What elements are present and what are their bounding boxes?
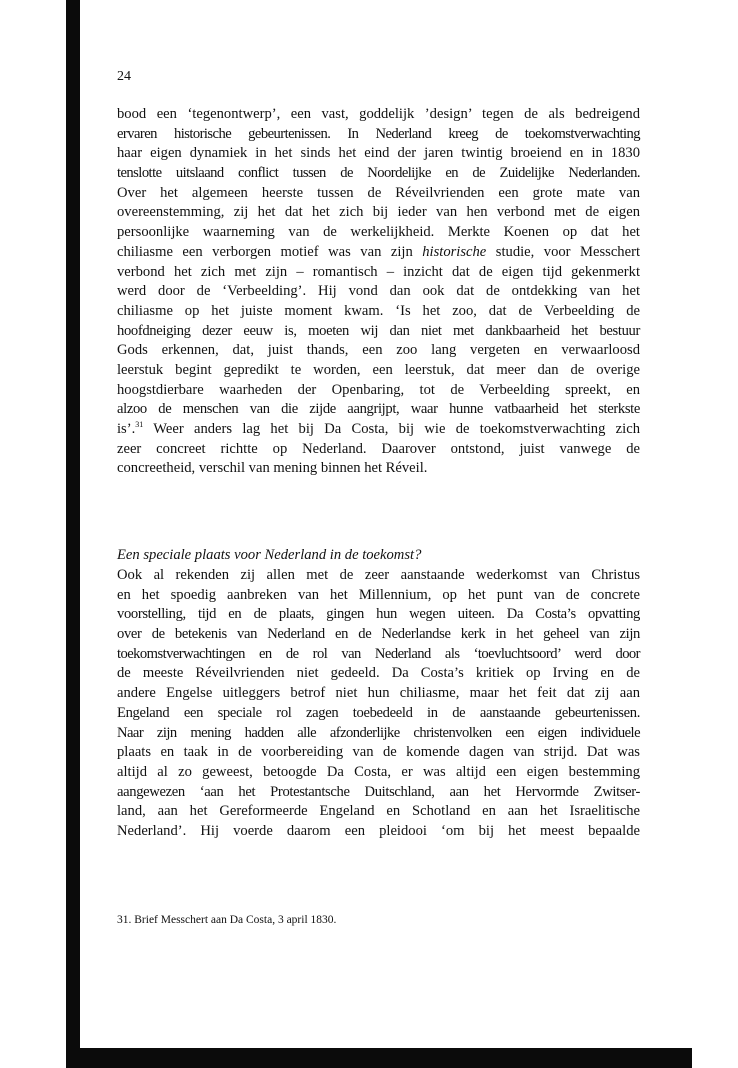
text-line: verbond het zich met zijn – romantisch – inzicht dat de eigen tijd gekenmerkt xyxy=(117,263,640,280)
text-segment: chiliasme een verborgen motief was van zijn xyxy=(117,243,423,260)
text-line: toekomstverwachtingen en de rol van Nederland als ‘toevluchtsoord’ werd door xyxy=(117,645,640,662)
text-line: alzoo de menschen van die zijde aangrijpt, waar hunne vatbaarheid het sterkste xyxy=(117,401,640,418)
text-line: werd door de ‘Verbeelding’. Hij vond dan ook dat de ontdekking van het xyxy=(117,283,640,300)
text-line: Ook al rekenden zij allen met de zeer aanstaande wederkomst van Christus xyxy=(117,567,640,583)
text-line: overeenstemming, zij het dat het zich bij ieder van hen verbond met de eigen xyxy=(117,204,640,221)
text-line: hoogstdierbare waarheden der Openbaring, tot de Verbeelding spreekt, en xyxy=(117,381,640,398)
text-line: de meeste Réveilvrienden niet gedeeld. Da Costa’s kritiek op Irving en de xyxy=(117,665,640,682)
text-line: haar eigen dynamiek in het sinds het eind der jaren twintig broeiend en in 1830 xyxy=(117,145,640,162)
scan-edge-left xyxy=(66,0,80,1068)
text-line: Over het algemeen heerste tussen de Réveilvrienden een grote mate van xyxy=(117,184,640,201)
text-line: concreetheid, verschil van mening binnen het Réveil. xyxy=(117,460,428,477)
text-line: aangewezen ‘aan het Protestantsche Duitschland, aan het Hervormde Zwitser- xyxy=(117,783,640,800)
text-line: bood een ‘tegenontwerp’, een vast, goddelijk ’design’ tegen de als bedreigend xyxy=(117,106,640,122)
text-line: zeer concreet richtte op Nederland. Daarover ontstond, juist vanwege de xyxy=(117,440,640,457)
footnote-marker: 31 xyxy=(135,420,144,429)
emphasis-text: historische xyxy=(422,243,487,260)
text-line: land, aan het Gereformeerde Engeland en Schotland en aan het Israelitische xyxy=(117,803,640,820)
text-line: plaats en taak in de voorbereiding van de komende dagen van strijd. Dat was xyxy=(117,744,640,761)
text-line xyxy=(117,243,640,263)
text-line: Gods erkennen, dat, juist thands, een zoo lang vergeten en verwaarloosd xyxy=(117,342,640,359)
text-segment: is’. xyxy=(117,421,136,437)
page-number: 24 xyxy=(117,69,131,84)
text-line: chiliasme op het juiste moment kwam. ‘Is het zoo, dat de Verbeelding de xyxy=(117,302,640,319)
text-line: Engeland een speciale rol zagen toebedeeld in de aanstaande gebeurtenissen. xyxy=(117,704,640,721)
text-line: ervaren historische gebeurtenissen. In Nederland kreeg de toekomstverwachting xyxy=(117,125,640,142)
text-line: hoofdneiging dezer eeuw is, moeten wij dan niet met dankbaarheid het bestuur xyxy=(117,322,640,339)
scan-edge-bottom xyxy=(66,1048,692,1068)
text-line: andere Engelse uitleggers betrof niet hun chiliasme, maar het feit dat zij aan xyxy=(117,685,640,702)
text-segment: Weer anders lag het bij Da Costa, bij wie de toekomstverwachting zich xyxy=(143,421,640,437)
text-line: tenslotte uitslaand conflict tussen de Noordelijke en de Zuidelijke Nederlanden. xyxy=(117,165,640,182)
paragraph-1 xyxy=(117,105,640,479)
text-line: Nederland’. Hij voerde daarom een pleidooi ‘om bij het meest bepaalde xyxy=(117,822,640,839)
text-line: en het spoedig aanbreken van het Millennium, op het punt van de concrete xyxy=(117,586,640,603)
text-line xyxy=(117,420,640,440)
section-heading: Een speciale plaats voor Nederland in de toekomst? xyxy=(117,547,422,563)
text-line: leerstuk begint gepredikt te worden, een leerstuk, dat meer dan de overige xyxy=(117,361,640,378)
footnote: 31. Brief Messchert aan Da Costa, 3 april 1830. xyxy=(117,914,337,926)
text-segment: studie, voor Messchert xyxy=(486,243,640,260)
text-line: Naar zijn mening hadden alle afzonderlijke christenvolken een eigen individuele xyxy=(117,724,640,741)
text-line: voorstelling, tijd en de plaats, gingen hun wegen uiteen. Da Costa’s opvatting xyxy=(117,606,640,623)
text-line: altijd al zo geweest, betoogde Da Costa, er was altijd een eigen bestemming xyxy=(117,763,640,780)
text-line: persoonlijke waarneming van de werkelijkheid. Merkte Koenen op dat het xyxy=(117,224,640,241)
text-line: over de betekenis van Nederland en de Nederlandse kerk in het geheel van zijn xyxy=(117,626,640,643)
paragraph-2 xyxy=(117,566,640,842)
